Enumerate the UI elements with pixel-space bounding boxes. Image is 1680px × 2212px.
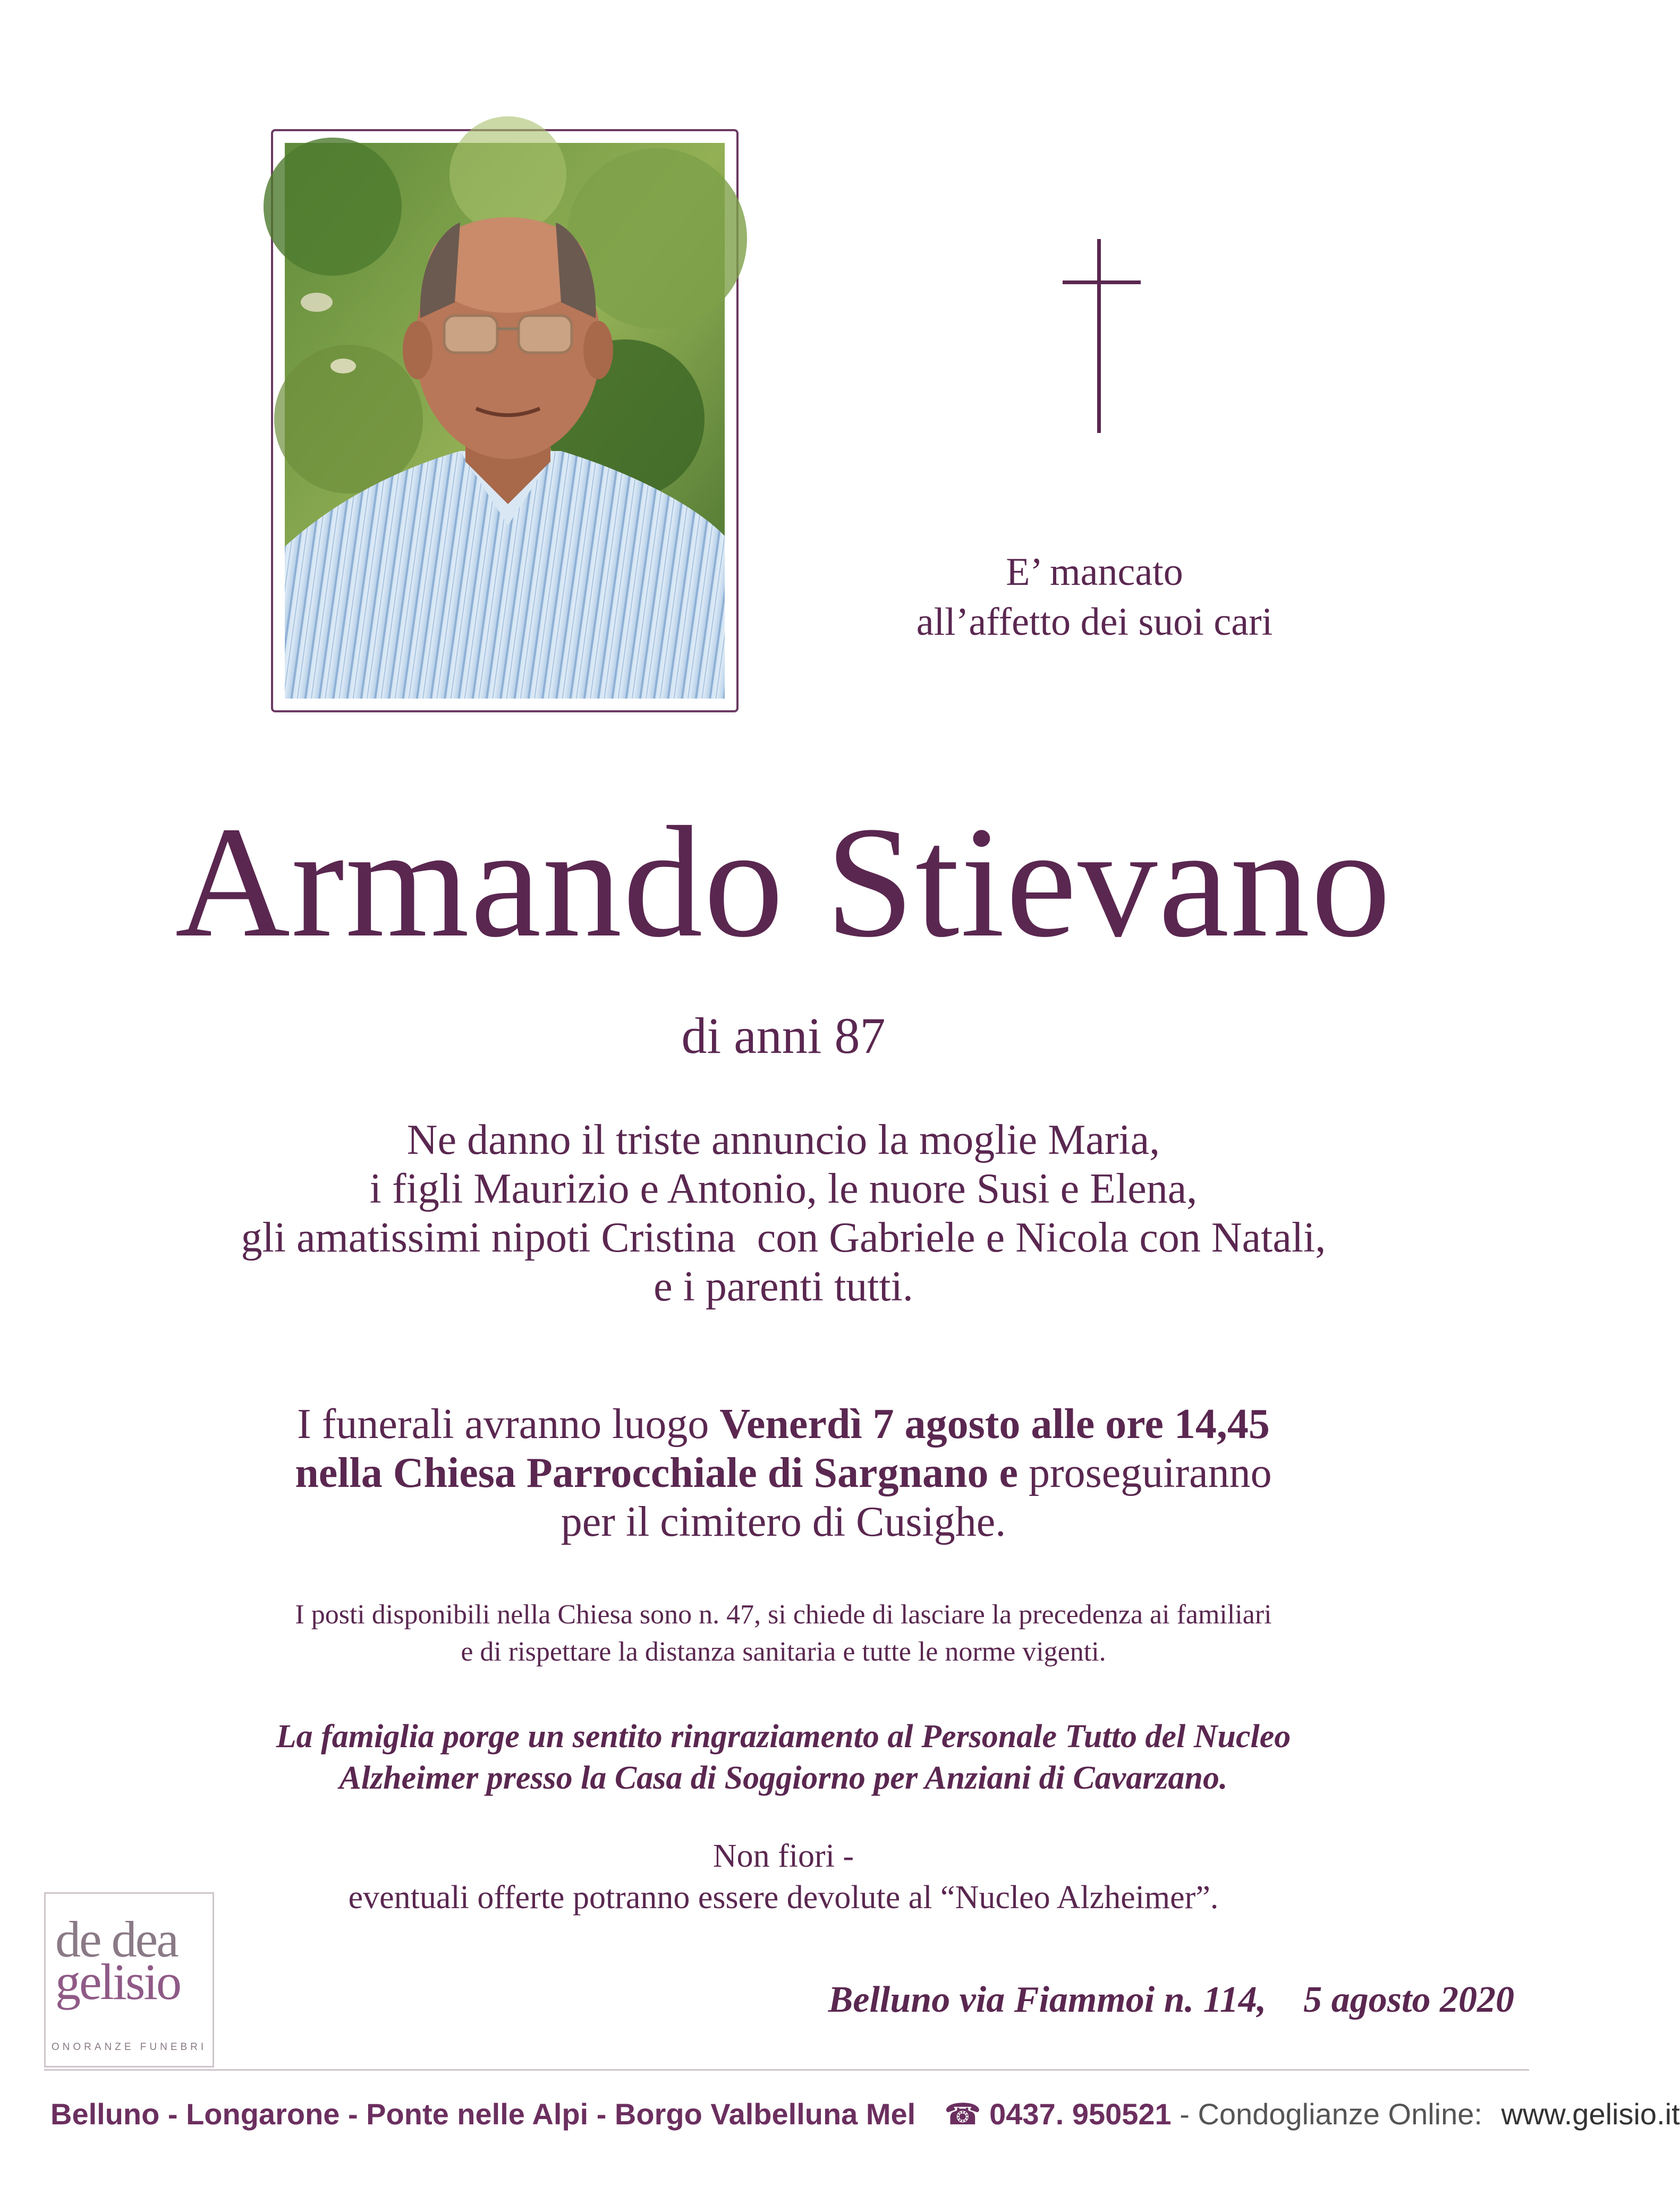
footer xyxy=(50,2096,1680,2133)
portrait-photo xyxy=(285,143,725,699)
no-flowers-notice xyxy=(0,1835,1567,1918)
no-flowers-line: Non fiori - xyxy=(712,1838,854,1874)
no-flowers-line: eventuali offerte potranno essere devolute al “Nucleo Alzheimer”. xyxy=(348,1879,1219,1916)
funeral-line xyxy=(0,1400,1567,1449)
portrait-frame xyxy=(271,129,739,712)
thanks-paragraph xyxy=(0,1716,1567,1799)
footer-phone[interactable]: 0437. 950521 xyxy=(989,2097,1172,2131)
funeral-church: nella Chiesa Parrocchiale di Sargnano e xyxy=(295,1450,1019,1496)
funeral-info xyxy=(0,1400,1567,1546)
announcement-line: gli amatissimi nipoti Cristina con Gabriele e Nicola con Natali, xyxy=(241,1214,1326,1261)
footer-locations: Belluno - Longarone - Ponte nelle Alpi - Borgo Valbelluna Mel xyxy=(50,2097,916,2131)
funeral-datetime: Venerdì 7 agosto alle ore 14,45 xyxy=(719,1401,1270,1448)
logo-text-top: de dea xyxy=(55,1911,177,1968)
funeral-text: proseguiranno xyxy=(1018,1450,1272,1496)
seats-line: I posti disponibili nella Chiesa sono n. 47, si chiede di lasciare la precedenza ai familiari xyxy=(295,1600,1272,1630)
announcement-line: Ne danno il triste annuncio la moglie Maria, xyxy=(406,1117,1160,1163)
funeral-line: per il cimitero di Cusighe. xyxy=(561,1499,1006,1545)
thanks-line: La famiglia porge un sentito ringraziamento al Personale Tutto del Nucleo xyxy=(276,1718,1291,1755)
deceased-age: di anni 87 xyxy=(681,1007,886,1064)
announcement-paragraph xyxy=(0,1116,1567,1311)
logo-subtitle: ONORANZE FUNEBRI xyxy=(51,2041,207,2053)
announcement-line: i figli Maurizio e Antonio, le nuore Susi e Elena, xyxy=(369,1165,1198,1212)
footer-condolences-label: - Condoglianze Online: xyxy=(1180,2097,1482,2131)
mancato-line: E’ mancato xyxy=(1006,550,1183,594)
footer-website-link[interactable]: www.gelisio.it xyxy=(1501,2097,1680,2131)
seats-line: e di rispettare la distanza sanitaria e tutte le norme vigenti. xyxy=(461,1637,1106,1667)
logo-text-bottom: gelisio xyxy=(55,1953,180,2010)
cross-icon-bar xyxy=(1063,280,1141,284)
thanks-line: Alzheimer presso la Casa di Soggiorno per Anziani di Cavarzano. xyxy=(339,1760,1228,1796)
footer-divider xyxy=(44,2069,1529,2071)
mancato-line: all’affetto dei suoi cari xyxy=(916,600,1273,644)
cross-icon xyxy=(1097,239,1101,433)
announcement-line: e i parenti tutti. xyxy=(654,1263,913,1310)
phone-icon: ☎ xyxy=(944,2097,981,2131)
mancato-text xyxy=(829,547,1360,647)
funeral-line xyxy=(0,1449,1567,1498)
place-date: Belluno via Fiammoi n. 114, 5 agosto 2020 xyxy=(828,1979,1514,2020)
seats-notice xyxy=(0,1596,1567,1671)
funeral-home-logo xyxy=(44,1892,214,2068)
funeral-text: I funerali avranno luogo xyxy=(297,1401,720,1448)
deceased-name: Armando Stievano xyxy=(175,794,1392,970)
